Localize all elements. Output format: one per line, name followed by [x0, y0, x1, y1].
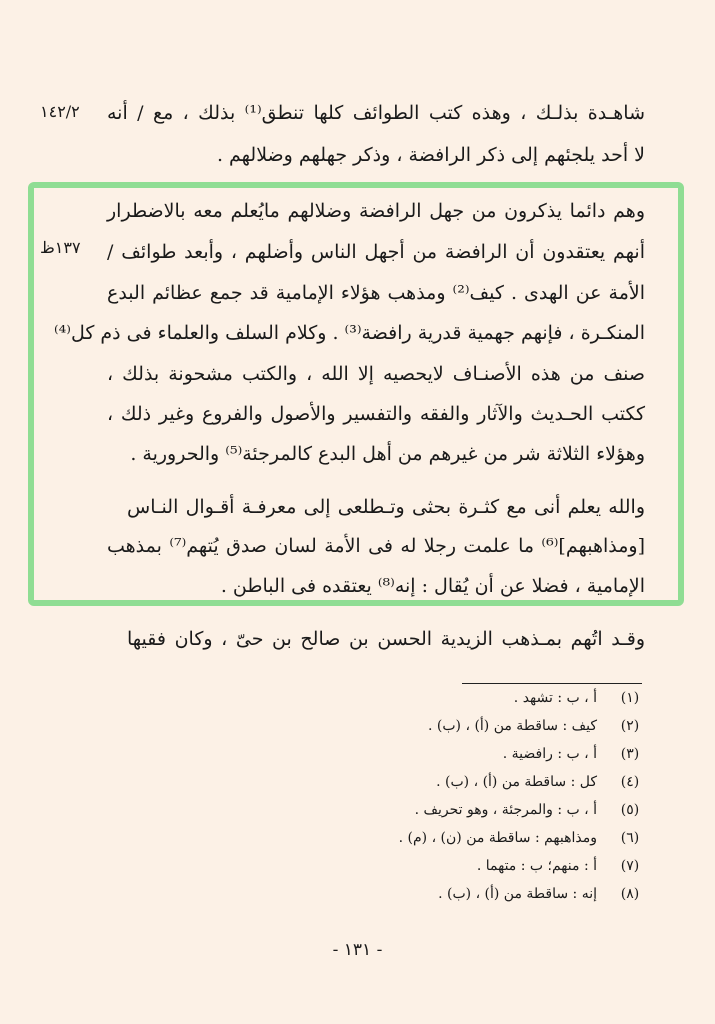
text-line-9: وهؤلاء الثلاثة شر من غيرهم من أهل البدع كالمرجئة⁽⁵⁾ والحرورية .	[130, 443, 645, 465]
footnote-number: (٥)	[620, 802, 640, 818]
footnote-text: أ : منهم؛ ب : متهما .	[476, 858, 597, 874]
text-line-7: صنف من هذه الأصنـاف لايحصيه إلا الله ، والكتب مشحونة بذلك ،	[107, 363, 645, 385]
footnote-text: ومذاهبهم : ساقطة من (ن) ، (م) .	[398, 830, 597, 846]
footnote-number: (١)	[620, 690, 640, 706]
footnote-text: كل : ساقطة من (أ) ، (ب) .	[436, 774, 597, 790]
footnote-4	[0, 770, 715, 794]
footnote-number: (٣)	[620, 746, 640, 762]
footnote-8	[0, 882, 715, 906]
text-line-5: الأمة عن الهدى . كيف⁽²⁾ ومذهب هؤلاء الإمامية قد جمع عظائم البدع	[107, 282, 646, 304]
footnote-1	[0, 686, 715, 710]
text-line-2: لا أحد يلجئهم إلى ذكر الرافضة ، وذكر جهلهم وضلالهم .	[216, 144, 645, 166]
footnote-number: (٧)	[620, 858, 640, 874]
footnote-divider	[462, 683, 642, 684]
footnote-number: (٢)	[620, 718, 640, 734]
text-line-11: [ومذاهبهم]⁽⁶⁾ ما علمت رجلا له فى الأمة لسان صدق يُتهم⁽⁷⁾ بمذهب	[107, 535, 645, 557]
footnote-number: (٨)	[620, 886, 640, 902]
page-number: - ١٣١ -	[332, 940, 383, 960]
footnote-text: إنه : ساقطة من (أ) ، (ب) .	[438, 886, 597, 902]
text-line-4: أنهم يعتقدون أن الرافضة من أجهل الناس وأضلهم ، وأبعد طوائف /	[107, 241, 645, 263]
text-line-6: المنكـرة ، فإنهم جهمية قدرية رافضة⁽³⁾ . وكلام السلف والعلماء فى ذم كل⁽⁴⁾	[53, 322, 645, 344]
margin-manuscript-folio-note: ١٣٧ظ	[40, 238, 81, 257]
footnote-3	[0, 742, 715, 766]
footnote-text: أ ، ب : والمرجئة ، وهو تحريف .	[414, 802, 597, 818]
text-line-1: شاهـدة بذلـك ، وهذه كتب الطوائف كلها تنطق⁽¹⁾ بذلك ، مع / أنه	[107, 102, 645, 124]
footnote-text: أ ، ب : تشهد .	[513, 690, 597, 706]
footnote-2	[0, 714, 715, 738]
footnote-5	[0, 798, 715, 822]
text-line-12: الإمامية ، فضلا عن أن يُقال : إنه⁽⁸⁾ يعتقده فى الباطن .	[220, 575, 645, 597]
footnote-6	[0, 826, 715, 850]
text-line-3: وهم دائما يذكرون من جهل الرافضة وضلالهم مايُعلم معه بالاضطرار	[107, 200, 645, 222]
footnote-number: (٤)	[620, 774, 640, 790]
text-line-13: وقـد اتُهم بمـذهب الزيدية الحسن بن صالح بن حىّ ، وكان فقيها	[127, 628, 645, 650]
footnote-7	[0, 854, 715, 878]
text-line-10: والله يعلم أنى مع كثـرة بحثى وتـطلعى إلى معرفـة أقـوال النـاس	[127, 496, 645, 518]
footnote-text: أ ، ب : رافضية .	[502, 746, 597, 762]
margin-volume-page-note: ١٤٢/٢	[40, 102, 80, 121]
text-line-8: ككتب الحـديث والآثار والفقه والتفسير والأصول والفروع وغير ذلك ،	[107, 403, 645, 425]
footnote-number: (٦)	[620, 830, 640, 846]
footnote-text: كيف : ساقطة من (أ) ، (ب) .	[428, 718, 597, 734]
